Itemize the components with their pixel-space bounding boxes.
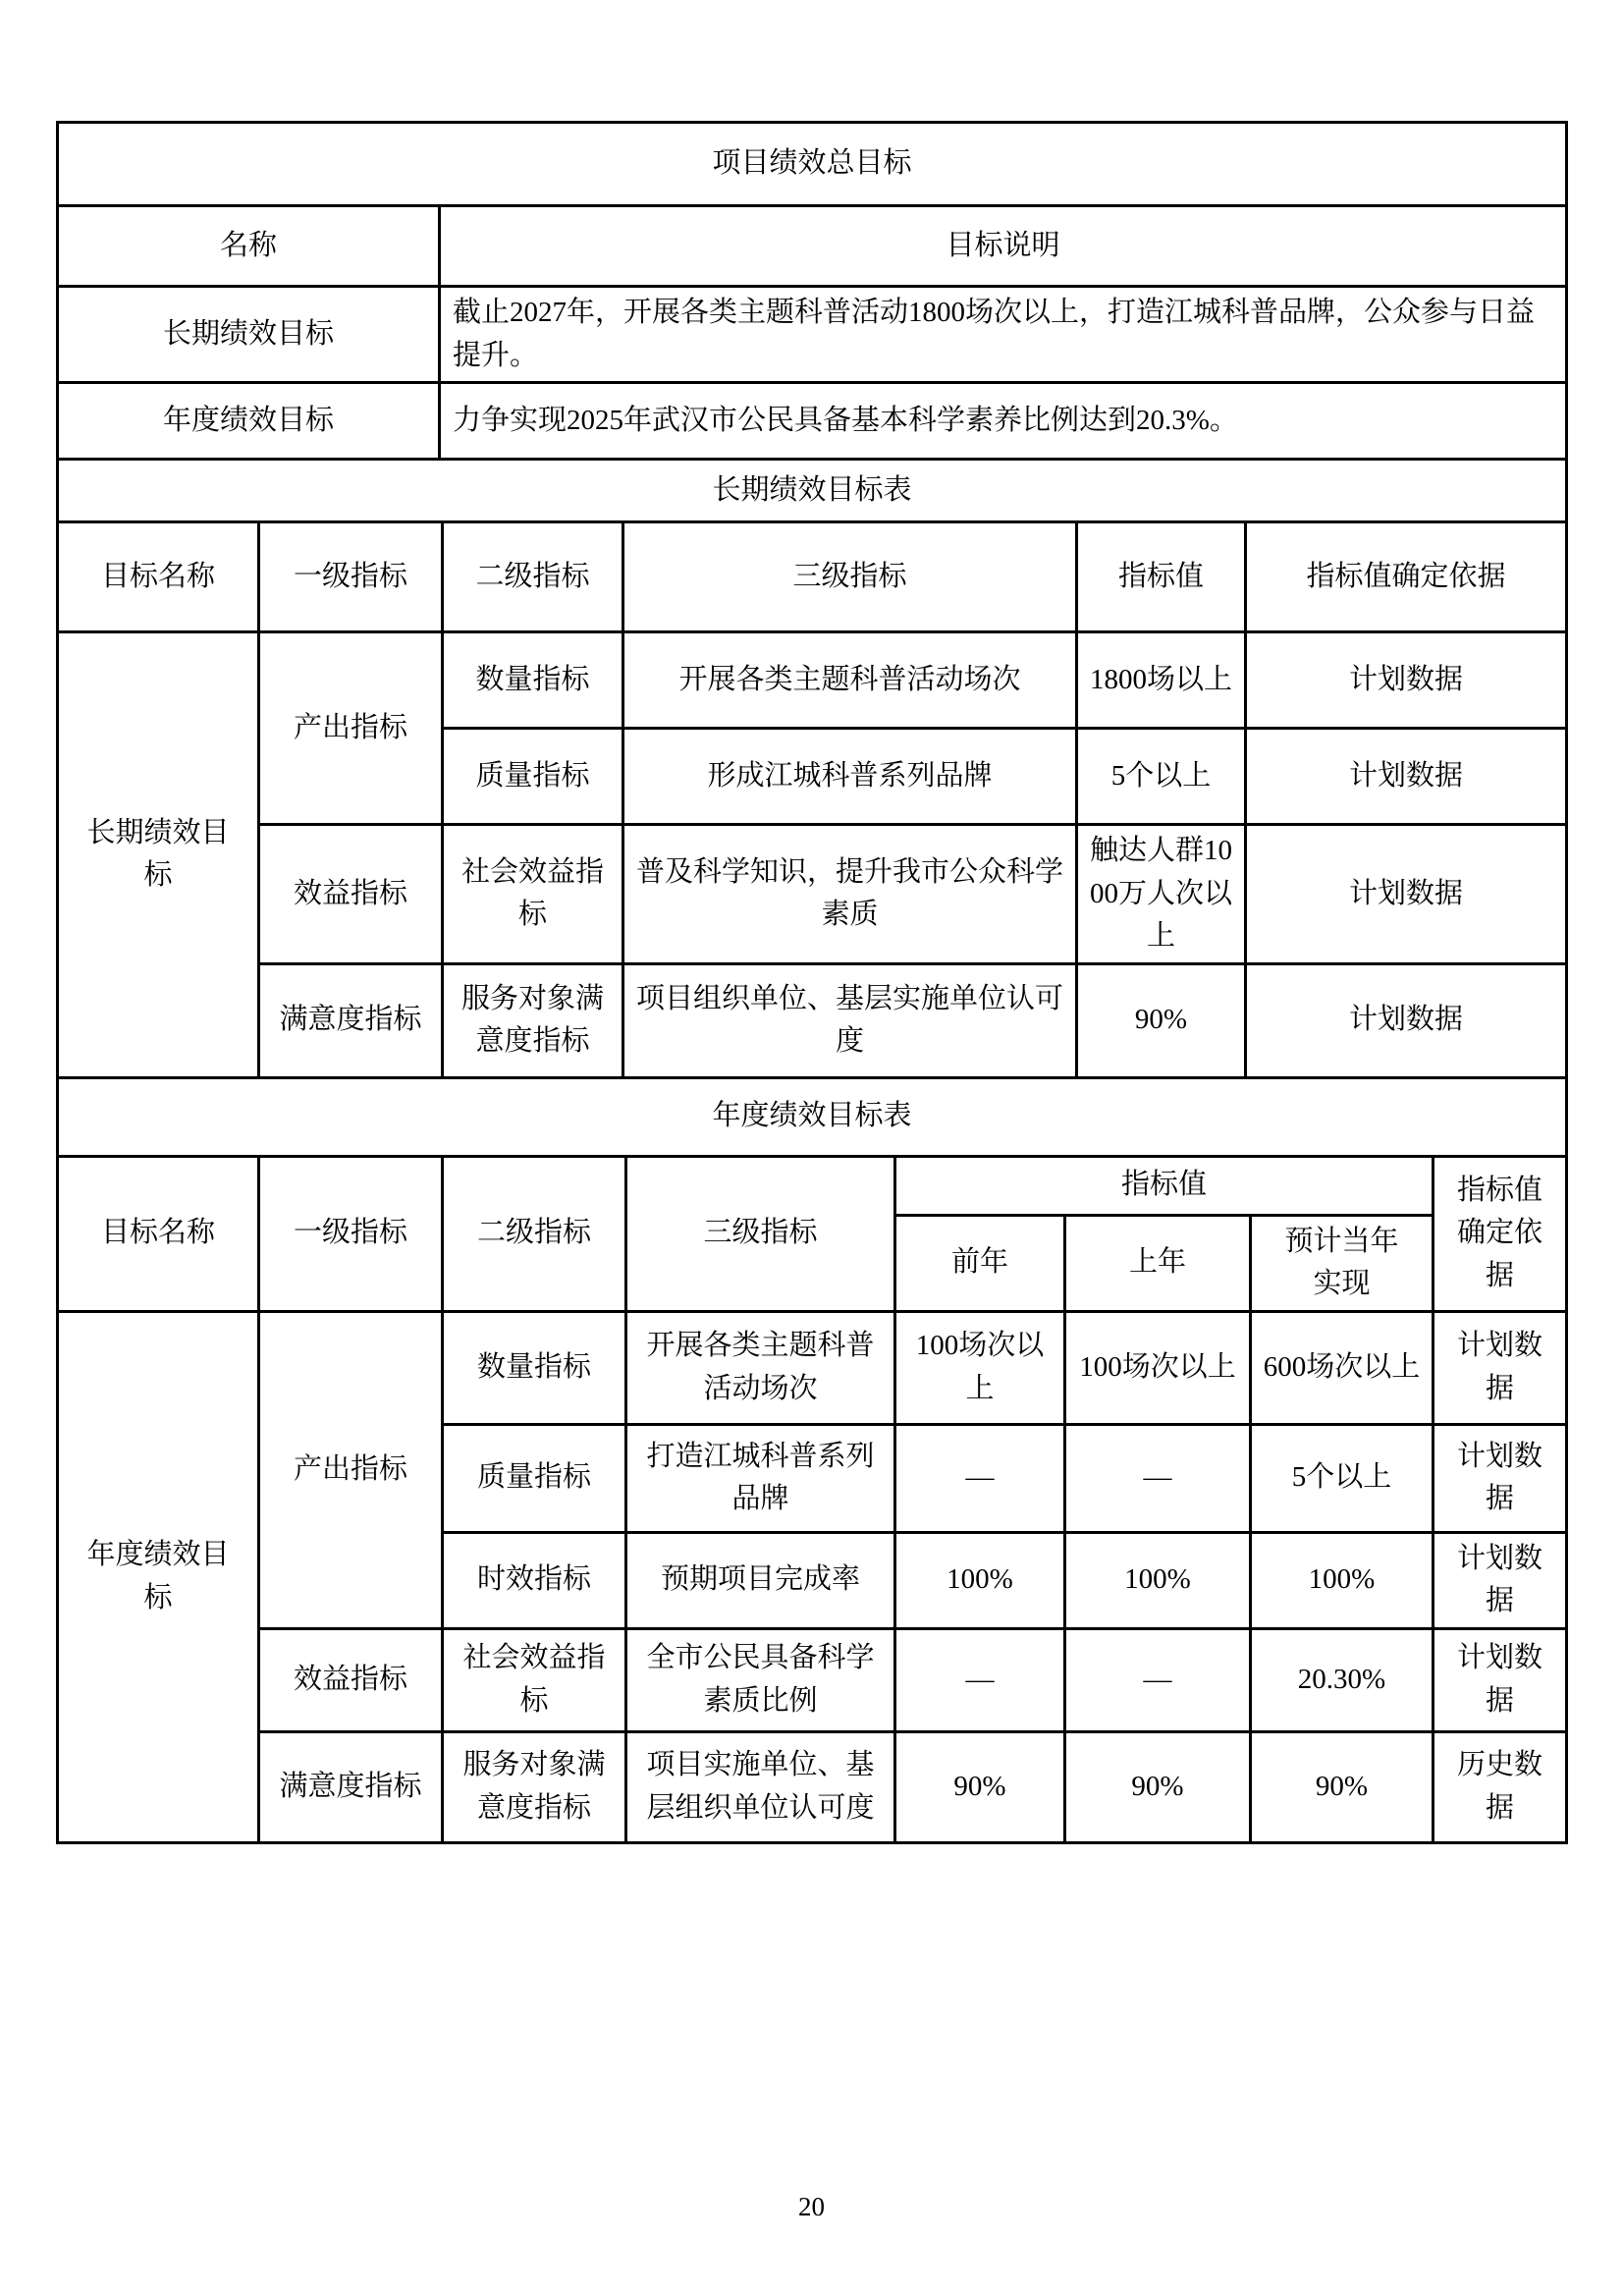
an-l3-cell: 预期项目完成率 — [626, 1532, 895, 1628]
an-l3-cell: 开展各类主题科普活动场次 — [626, 1311, 895, 1424]
lt-l2-cell: 数量指标 — [443, 632, 623, 729]
an-header-l2: 二级指标 — [443, 1156, 626, 1311]
an-prev1-cell: — — [1065, 1628, 1251, 1731]
lt-value-cell: 触达人群1000万人次以上 — [1077, 825, 1246, 964]
an-basis-cell: 计划数据 — [1434, 1424, 1567, 1532]
lt-l2-cell: 服务对象满意度指标 — [443, 963, 623, 1077]
an-goal-name-cell: 年度绩效目标 — [58, 1311, 259, 1842]
an-prev2-cell: — — [895, 1628, 1065, 1731]
lt-l1-cell: 满意度指标 — [259, 963, 443, 1077]
lt-header-basis: 指标值确定依据 — [1246, 522, 1567, 632]
lt-value-cell: 90% — [1077, 963, 1246, 1077]
lt-header-l2: 二级指标 — [443, 522, 623, 632]
lt-header-l3: 三级指标 — [623, 522, 1077, 632]
an-l3-cell: 打造江城科普系列品牌 — [626, 1424, 895, 1532]
an-current-cell: 5个以上 — [1251, 1424, 1434, 1532]
performance-goal-tables — [56, 121, 1568, 1844]
lt-basis-cell: 计划数据 — [1246, 729, 1567, 825]
header-goal-desc: 目标说明 — [440, 206, 1567, 287]
annual-goal-label: 年度绩效目标 — [58, 383, 440, 460]
lt-l2-cell: 社会效益指标 — [443, 825, 623, 964]
lt-value-cell: 5个以上 — [1077, 729, 1246, 825]
lt-basis-cell: 计划数据 — [1246, 963, 1567, 1077]
an-prev2-cell: 100场次以上 — [895, 1311, 1065, 1424]
lt-header-l1: 一级指标 — [259, 522, 443, 632]
an-current-cell: 20.30% — [1251, 1628, 1434, 1731]
an-prev1-cell: 100场次以上 — [1065, 1311, 1251, 1424]
an-basis-cell: 计划数据 — [1434, 1311, 1567, 1424]
an-prev2-cell: 90% — [895, 1731, 1065, 1842]
lt-l3-cell: 形成江城科普系列品牌 — [623, 729, 1077, 825]
longterm-section-title: 长期绩效目标表 — [58, 460, 1567, 522]
an-header-current: 预计当年实现 — [1251, 1215, 1434, 1311]
lt-l3-cell: 项目组织单位、基层实施单位认可度 — [623, 963, 1077, 1077]
an-l3-cell: 全市公民具备科学素质比例 — [626, 1628, 895, 1731]
an-l1-cell: 产出指标 — [259, 1311, 443, 1628]
an-l1-cell: 效益指标 — [259, 1628, 443, 1731]
an-current-cell: 100% — [1251, 1532, 1434, 1628]
lt-header-value: 指标值 — [1077, 522, 1246, 632]
an-l2-cell: 质量指标 — [443, 1424, 626, 1532]
an-prev1-cell: 90% — [1065, 1731, 1251, 1842]
an-header-prev2: 前年 — [895, 1215, 1065, 1311]
annual-goal-desc: 力争实现2025年武汉市公民具备基本科学素养比例达到20.3%。 — [440, 383, 1567, 460]
an-basis-cell: 计划数据 — [1434, 1628, 1567, 1731]
an-header-prev1: 上年 — [1065, 1215, 1251, 1311]
lt-l1-cell: 效益指标 — [259, 825, 443, 964]
lt-value-cell: 1800场以上 — [1077, 632, 1246, 729]
longterm-goal-table — [56, 458, 1568, 1079]
header-name: 名称 — [58, 206, 440, 287]
an-header-goal: 目标名称 — [58, 1156, 259, 1311]
an-prev2-cell: 100% — [895, 1532, 1065, 1628]
an-prev1-cell: 100% — [1065, 1532, 1251, 1628]
an-header-l3: 三级指标 — [626, 1156, 895, 1311]
an-l2-cell: 服务对象满意度指标 — [443, 1731, 626, 1842]
annual-section-title: 年度绩效目标表 — [58, 1077, 1567, 1156]
annual-goal-table — [56, 1076, 1568, 1844]
lt-l1-cell: 产出指标 — [259, 632, 443, 825]
lt-basis-cell: 计划数据 — [1246, 632, 1567, 729]
an-l1-cell: 满意度指标 — [259, 1731, 443, 1842]
an-header-value-group: 指标值 — [895, 1156, 1434, 1215]
an-l2-cell: 社会效益指标 — [443, 1628, 626, 1731]
an-basis-cell: 历史数据 — [1434, 1731, 1567, 1842]
lt-l3-cell: 普及科学知识，提升我市公众科学素质 — [623, 825, 1077, 964]
an-l3-cell: 项目实施单位、基层组织单位认可度 — [626, 1731, 895, 1842]
an-prev2-cell: — — [895, 1424, 1065, 1532]
lt-l2-cell: 质量指标 — [443, 729, 623, 825]
an-l2-cell: 时效指标 — [443, 1532, 626, 1628]
an-header-basis: 指标值确定依据 — [1434, 1156, 1567, 1311]
longterm-goal-label: 长期绩效目标 — [58, 287, 440, 383]
lt-l3-cell: 开展各类主题科普活动场次 — [623, 632, 1077, 729]
an-prev1-cell: — — [1065, 1424, 1251, 1532]
lt-basis-cell: 计划数据 — [1246, 825, 1567, 964]
overall-goal-table — [56, 121, 1568, 461]
an-basis-cell: 计划数据 — [1434, 1532, 1567, 1628]
an-header-l1: 一级指标 — [259, 1156, 443, 1311]
lt-header-goal: 目标名称 — [58, 522, 259, 632]
an-l2-cell: 数量指标 — [443, 1311, 626, 1424]
an-current-cell: 600场次以上 — [1251, 1311, 1434, 1424]
longterm-goal-desc: 截止2027年，开展各类主题科普活动1800场次以上，打造江城科普品牌，公众参与日益提升。 — [440, 287, 1567, 383]
an-current-cell: 90% — [1251, 1731, 1434, 1842]
page-number: 20 — [798, 2192, 825, 2221]
overall-table-title: 项目绩效总目标 — [58, 123, 1567, 206]
lt-goal-name-cell: 长期绩效目标 — [58, 632, 259, 1078]
